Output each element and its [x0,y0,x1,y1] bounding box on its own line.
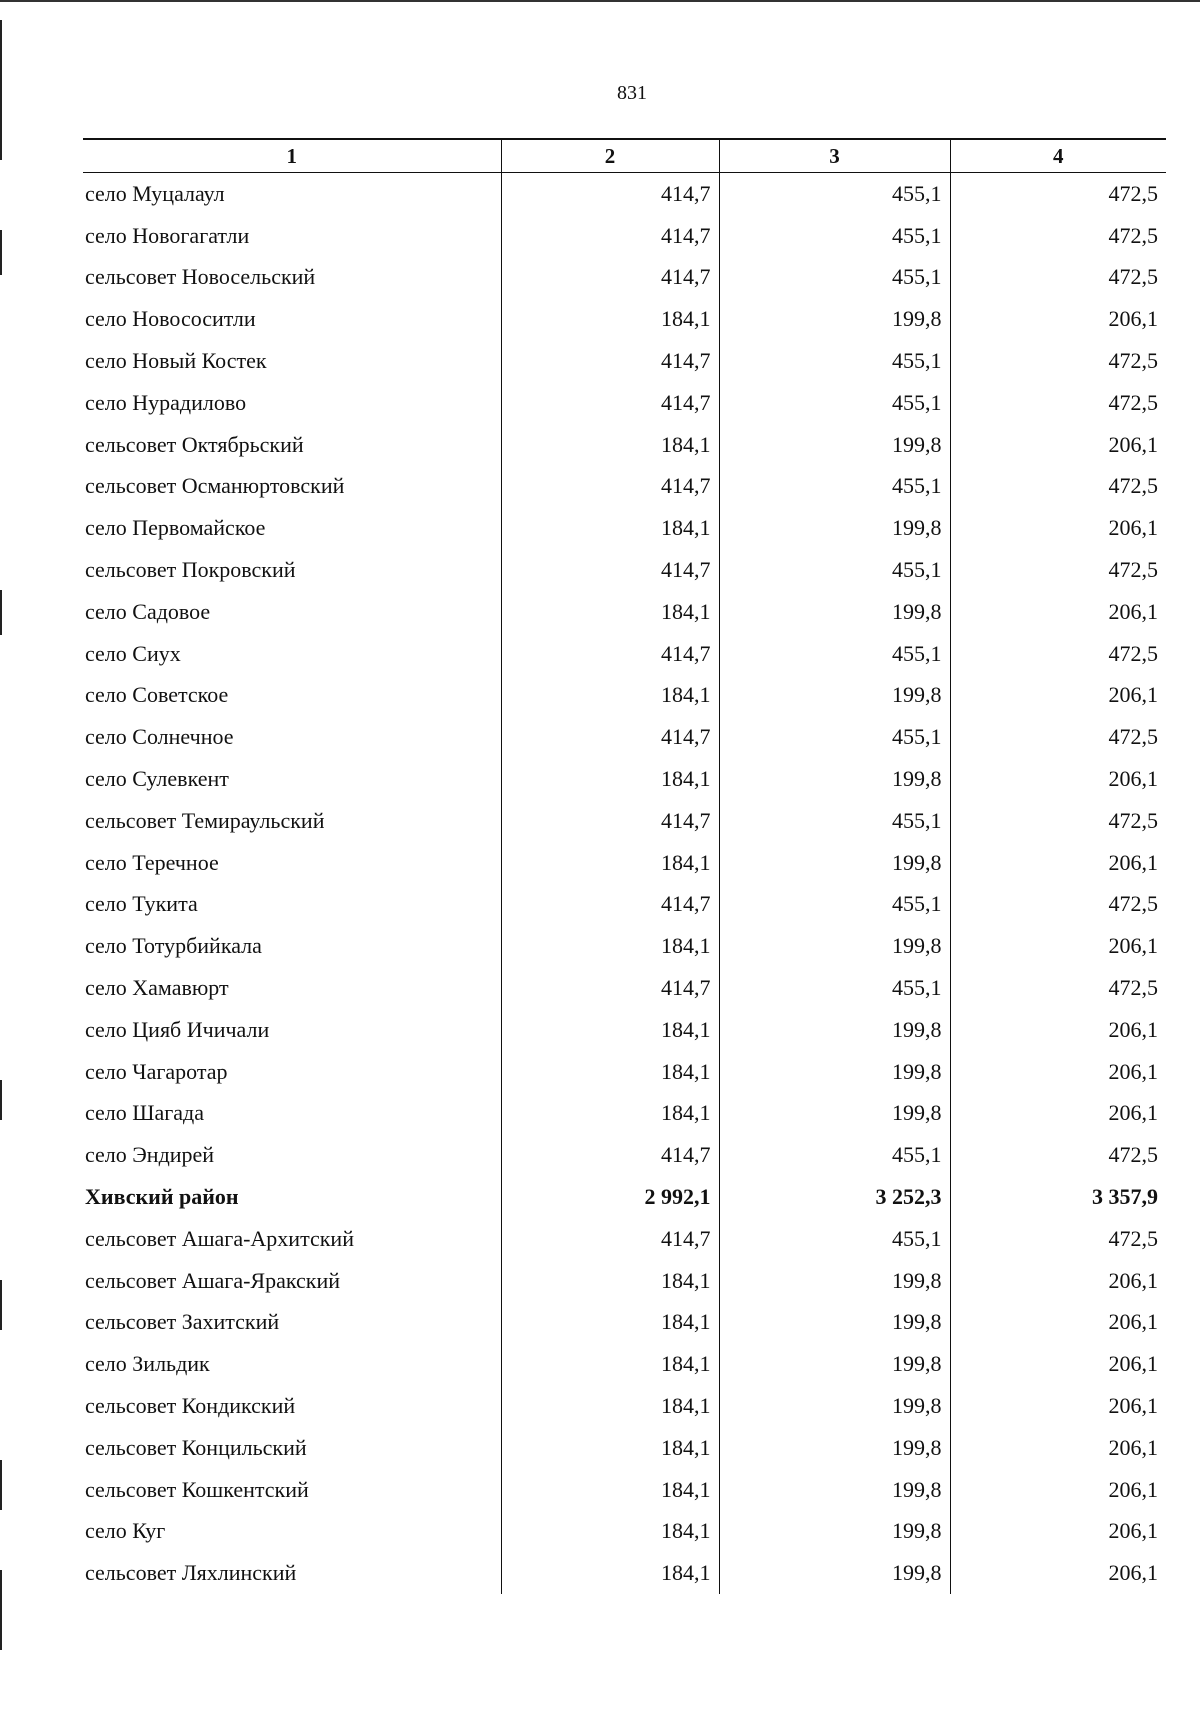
table-row [83,1218,1166,1260]
value-cell-col2: 184,1 [501,507,719,549]
value-cell-col3: 455,1 [719,633,950,675]
value-cell-col4: 472,5 [950,549,1166,591]
value-cell-col4: 472,5 [950,633,1166,675]
settlement-name-cell: село Зильдик [85,1351,210,1377]
value-cell-col2: 184,1 [501,1385,719,1427]
table-row [83,675,1166,717]
value-cell-col2: 414,7 [501,633,719,675]
settlement-name-cell: Хивский район [85,1184,239,1210]
settlement-name-cell: село Новый Костек [85,348,267,374]
value-cell-col4: 206,1 [950,1469,1166,1511]
value-cell-col2: 184,1 [501,1260,719,1302]
settlement-name-cell: село Тотурбийкала [85,933,262,959]
settlement-name-cell: село Шагада [85,1100,204,1126]
column-header-2: 2 [501,139,719,173]
value-cell-col4: 472,5 [950,967,1166,1009]
value-cell-col4: 206,1 [950,1343,1166,1385]
settlement-name-cell: село Новогагатли [85,222,250,248]
value-cell-col3: 199,8 [719,507,950,549]
value-cell-col4: 206,1 [950,424,1166,466]
value-cell-col3: 199,8 [719,1302,950,1344]
settlement-name-cell: село Новососитли [85,306,256,332]
value-cell-col2: 414,7 [501,1134,719,1176]
settlement-name-cell: село Чагаротар [85,1058,228,1084]
settlement-name-cell: село Нурадилово [85,389,247,415]
value-cell-col3: 199,8 [719,1051,950,1093]
value-cell-col3: 455,1 [719,1218,950,1260]
settlement-name-cell: село Куг [85,1518,166,1544]
value-cell-col3: 199,8 [719,1260,950,1302]
table-row [83,466,1166,508]
value-cell-col2: 184,1 [501,1009,719,1051]
value-cell-col3: 199,8 [719,1552,950,1594]
value-cell-col2: 414,7 [501,257,719,299]
value-cell-col3: 199,8 [719,1385,950,1427]
value-cell-col2: 184,1 [501,1093,719,1135]
scan-edge-line [0,1460,2,1510]
value-cell-col2: 184,1 [501,1552,719,1594]
settlement-name-cell: сельсовет Покровский [85,557,296,583]
value-cell-col4: 206,1 [950,1302,1166,1344]
value-cell-col4: 206,1 [950,1093,1166,1135]
table-row [83,1302,1166,1344]
table-row [83,1385,1166,1427]
settlement-name-cell: сельсовет Османюртовский [85,473,345,499]
value-cell-col2: 184,1 [501,1511,719,1553]
table-row [83,633,1166,675]
value-cell-col4: 472,5 [950,340,1166,382]
value-cell-col3: 455,1 [719,1134,950,1176]
table-row [83,424,1166,466]
settlement-name-cell: село Первомайское [85,515,266,541]
settlement-name-cell: сельсовет Октябрьский [85,431,304,457]
table-row [83,1552,1166,1594]
value-cell-col3: 455,1 [719,884,950,926]
value-cell-col2: 184,1 [501,591,719,633]
table-row [83,382,1166,424]
value-cell-col2: 414,7 [501,884,719,926]
scan-edge-line [0,1570,2,1650]
value-cell-col3: 199,8 [719,675,950,717]
value-cell-col4: 472,5 [950,716,1166,758]
value-cell-col2: 414,7 [501,215,719,257]
column-header-4: 4 [950,139,1166,173]
value-cell-col3: 199,8 [719,298,950,340]
scan-edge-line [0,1080,2,1120]
table-row [83,925,1166,967]
settlement-name-cell: село Советское [85,682,229,708]
table-body [83,173,1166,1595]
value-cell-col4: 472,5 [950,466,1166,508]
value-cell-col3: 199,8 [719,1009,950,1051]
table-row [83,257,1166,299]
value-cell-col3: 455,1 [719,382,950,424]
value-cell-col3: 455,1 [719,257,950,299]
value-cell-col4: 472,5 [950,257,1166,299]
table-row [83,1009,1166,1051]
settlement-name-cell: село Эндирей [85,1142,215,1168]
value-cell-col4: 206,1 [950,925,1166,967]
value-cell-col4: 206,1 [950,1427,1166,1469]
value-cell-col4: 472,5 [950,884,1166,926]
value-cell-col4: 206,1 [950,1051,1166,1093]
value-cell-col3: 199,8 [719,1093,950,1135]
page-top-border [0,0,1200,2]
value-cell-col2: 414,7 [501,382,719,424]
scan-edge-line [0,590,2,635]
value-cell-col2: 184,1 [501,758,719,800]
value-cell-col3: 455,1 [719,549,950,591]
settlement-name-cell: сельсовет Ляхлинский [85,1560,297,1586]
value-cell-col4: 472,5 [950,1134,1166,1176]
column-header-1: 1 [83,139,501,173]
value-cell-col2: 184,1 [501,1427,719,1469]
value-cell-col2: 414,7 [501,716,719,758]
value-cell-col2: 184,1 [501,424,719,466]
value-cell-col3: 199,8 [719,1469,950,1511]
value-cell-col4: 206,1 [950,298,1166,340]
table-row [83,507,1166,549]
value-cell-col4: 206,1 [950,1385,1166,1427]
settlement-name-cell: село Садовое [85,598,211,624]
value-cell-col3: 199,8 [719,1511,950,1553]
table-row [83,884,1166,926]
settlement-name-cell: сельсовет Ашага-Яракский [85,1267,340,1293]
value-cell-col3: 3 252,3 [719,1176,950,1218]
value-cell-col4: 472,5 [950,173,1166,215]
table-row [83,298,1166,340]
settlement-name-cell: село Цияб Ичичали [85,1016,270,1042]
scan-edge-line [0,1280,2,1330]
value-cell-col2: 2 992,1 [501,1176,719,1218]
settlement-name-cell: село Муцалаул [85,180,225,206]
value-cell-col3: 455,1 [719,967,950,1009]
settlement-name-cell: село Сулевкент [85,766,229,792]
value-cell-col3: 199,8 [719,591,950,633]
value-cell-col4: 472,5 [950,215,1166,257]
settlement-name-cell: село Тукита [85,891,198,917]
value-cell-col4: 206,1 [950,1511,1166,1553]
table-row [83,758,1166,800]
value-cell-col3: 455,1 [719,173,950,215]
table-row [83,842,1166,884]
settlement-name-cell: сельсовет Кондикский [85,1393,296,1418]
value-cell-col4: 206,1 [950,842,1166,884]
settlement-name-cell: сельсовет Ашага-Архитский [85,1225,354,1251]
table-row [83,1176,1166,1218]
settlement-name-cell: село Хамавюрт [85,975,229,1001]
page-number: 831 [617,82,647,104]
value-cell-col4: 206,1 [950,591,1166,633]
table-row [83,1427,1166,1469]
value-cell-col4: 472,5 [950,382,1166,424]
value-cell-col2: 414,7 [501,967,719,1009]
value-cell-col2: 184,1 [501,1051,719,1093]
value-cell-col4: 206,1 [950,1009,1166,1051]
value-cell-col2: 414,7 [501,340,719,382]
value-cell-col2: 414,7 [501,466,719,508]
settlement-name-cell: сельсовет Новосельский [85,264,316,290]
table-row [83,1134,1166,1176]
value-cell-col2: 184,1 [501,675,719,717]
value-cell-col2: 414,7 [501,1218,719,1260]
table-row [83,215,1166,257]
settlement-name-cell: село Сиух [85,640,181,666]
value-cell-col3: 199,8 [719,925,950,967]
settlement-name-cell: сельсовет Кошкентский [85,1476,309,1502]
settlement-name-cell: село Солнечное [85,724,234,750]
value-cell-col2: 184,1 [501,1302,719,1344]
value-cell-col2: 184,1 [501,1469,719,1511]
table-row [83,1093,1166,1135]
table-row [83,1051,1166,1093]
table-row [83,967,1166,1009]
value-cell-col4: 3 357,9 [950,1176,1166,1218]
table-row [83,173,1166,215]
settlement-name-cell: сельсовет Темираульский [85,807,325,833]
value-cell-col4: 472,5 [950,1218,1166,1260]
value-cell-col2: 414,7 [501,800,719,842]
value-cell-col2: 184,1 [501,1343,719,1385]
value-cell-col2: 184,1 [501,298,719,340]
value-cell-col3: 455,1 [719,466,950,508]
value-cell-col3: 455,1 [719,215,950,257]
value-cell-col4: 206,1 [950,507,1166,549]
value-cell-col4: 472,5 [950,800,1166,842]
value-cell-col3: 199,8 [719,1427,950,1469]
value-cell-col3: 199,8 [719,758,950,800]
settlement-name-cell: сельсовет Концильский [85,1434,307,1460]
table-row [83,800,1166,842]
table-row [83,549,1166,591]
column-header-3: 3 [719,139,950,173]
scan-edge-line [0,230,2,275]
value-cell-col3: 199,8 [719,1343,950,1385]
value-cell-col2: 414,7 [501,549,719,591]
table-row [83,1469,1166,1511]
table-row [83,1260,1166,1302]
table-header-row [83,139,1166,173]
value-cell-col4: 206,1 [950,758,1166,800]
data-table [83,138,1166,1594]
value-cell-col4: 206,1 [950,675,1166,717]
value-cell-col4: 206,1 [950,1260,1166,1302]
table-row [83,340,1166,382]
settlement-name-cell: сельсовет Захитский [85,1309,280,1335]
table-row [83,1511,1166,1553]
value-cell-col2: 414,7 [501,173,719,215]
value-cell-col2: 184,1 [501,842,719,884]
settlement-name-cell: село Теречное [85,849,219,875]
value-cell-col4: 206,1 [950,1552,1166,1594]
value-cell-col2: 184,1 [501,925,719,967]
table-row [83,716,1166,758]
value-cell-col3: 199,8 [719,424,950,466]
value-cell-col3: 455,1 [719,340,950,382]
table-row [83,1343,1166,1385]
value-cell-col3: 455,1 [719,716,950,758]
value-cell-col3: 199,8 [719,842,950,884]
table-row [83,591,1166,633]
value-cell-col3: 455,1 [719,800,950,842]
